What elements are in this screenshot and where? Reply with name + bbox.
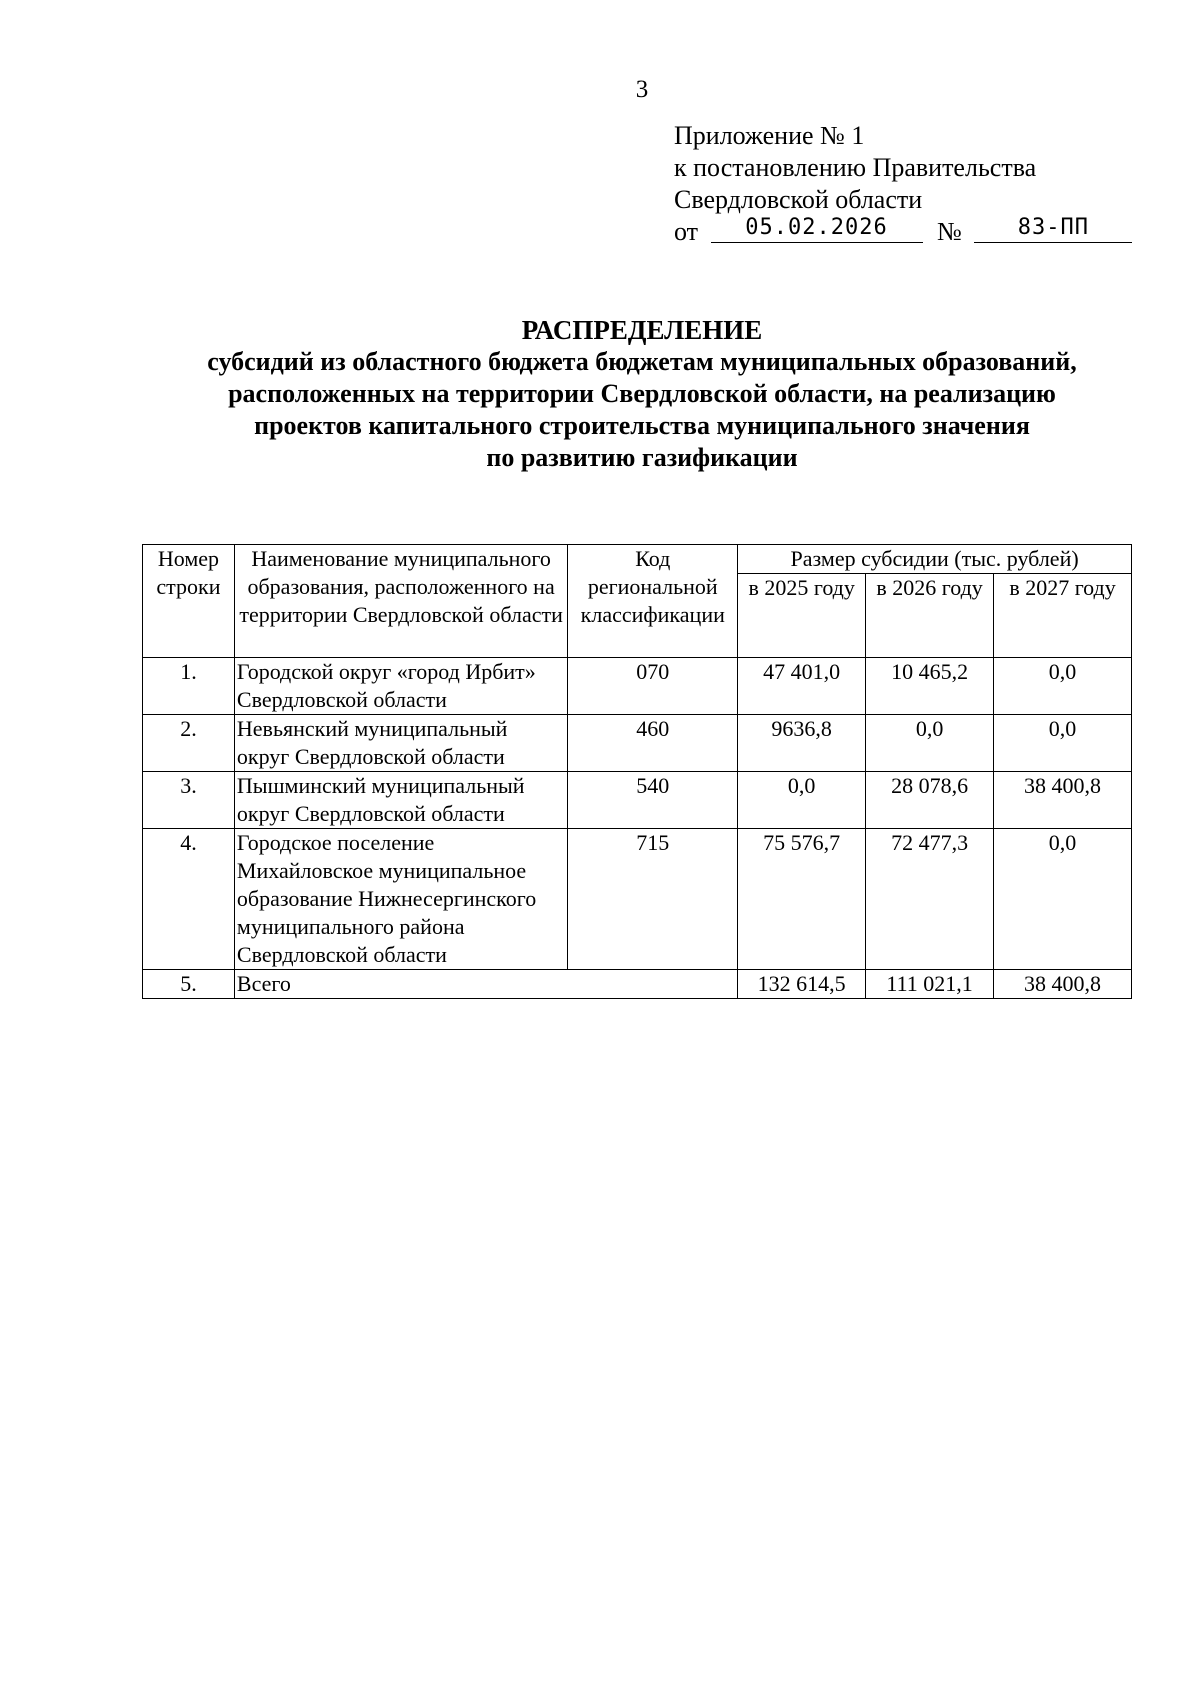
title-line-3: проектов капитального строительства муниципального значения — [254, 411, 1030, 440]
total-row-number: 5. — [143, 970, 235, 999]
number-label: № — [937, 217, 962, 246]
row-name: Невьянский муниципальный округ Свердловской области — [234, 715, 567, 772]
header-name: Наименование муниципального образования, расположенного на территории Свердловской области — [234, 545, 567, 658]
table-row — [143, 658, 1132, 715]
title-line-4: по развитию газификации — [486, 443, 798, 472]
total-label: Всего — [234, 970, 737, 999]
row-2026: 10 465,2 — [866, 658, 994, 715]
row-2025: 75 576,7 — [738, 829, 866, 970]
total-2027: 38 400,8 — [994, 970, 1132, 999]
title-heading: РАСПРЕДЕЛЕНИЕ — [521, 315, 763, 345]
document-title — [0, 314, 1200, 474]
row-2026: 28 078,6 — [866, 772, 994, 829]
table-row — [143, 772, 1132, 829]
row-2027: 0,0 — [994, 658, 1132, 715]
appendix-date-line — [674, 216, 1132, 248]
row-number: 1. — [143, 658, 235, 715]
number-field — [974, 216, 1132, 243]
row-code: 460 — [568, 715, 738, 772]
row-2025: 0,0 — [738, 772, 866, 829]
header-row-number: Номер строки — [143, 545, 235, 658]
row-code: 070 — [568, 658, 738, 715]
row-2026: 72 477,3 — [866, 829, 994, 970]
table-row — [143, 829, 1132, 970]
row-2027: 0,0 — [994, 829, 1132, 970]
table-total-row — [143, 970, 1132, 999]
appendix-line-2: к постановлению Правительства — [674, 153, 1037, 182]
title-line-2: расположенных на территории Свердловской области, на реализацию — [228, 379, 1056, 408]
table-header-row-1 — [143, 545, 1132, 574]
appendix-block — [674, 120, 1132, 248]
header-code: Код региональной классификации — [568, 545, 738, 658]
header-subsidy-size: Размер субсидии (тыс. рублей) — [738, 545, 1132, 574]
row-code: 715 — [568, 829, 738, 970]
row-name: Городское поселение Михайловское муниципальное образование Нижнесергинского муниципального района Свердловской области — [234, 829, 567, 970]
header-year-2025: в 2025 году — [738, 574, 866, 658]
row-2026: 0,0 — [866, 715, 994, 772]
appendix-line-1: Приложение № 1 — [674, 121, 865, 150]
header-year-2027: в 2027 году — [994, 574, 1132, 658]
row-number: 4. — [143, 829, 235, 970]
date-field — [711, 216, 923, 243]
date-value: 05.02.2026 — [745, 215, 888, 240]
total-2025: 132 614,5 — [738, 970, 866, 999]
row-number: 3. — [143, 772, 235, 829]
row-number: 2. — [143, 715, 235, 772]
title-line-1: субсидий из областного бюджета бюджетам муниципальных образований, — [207, 347, 1077, 376]
header-year-2026: в 2026 году — [866, 574, 994, 658]
row-code: 540 — [568, 772, 738, 829]
subsidy-table — [142, 544, 1132, 999]
row-name: Городской округ «город Ирбит» Свердловской области — [234, 658, 567, 715]
row-name: Пышминский муниципальный округ Свердловской области — [234, 772, 567, 829]
row-2025: 9636,8 — [738, 715, 866, 772]
number-value: 83-ПП — [1017, 215, 1089, 240]
total-2026: 111 021,1 — [866, 970, 994, 999]
page-number: 3 — [635, 76, 649, 103]
from-label: от — [674, 217, 699, 246]
row-2027: 0,0 — [994, 715, 1132, 772]
appendix-line-3: Свердловской области — [674, 185, 923, 214]
row-2027: 38 400,8 — [994, 772, 1132, 829]
row-2025: 47 401,0 — [738, 658, 866, 715]
table-row — [143, 715, 1132, 772]
